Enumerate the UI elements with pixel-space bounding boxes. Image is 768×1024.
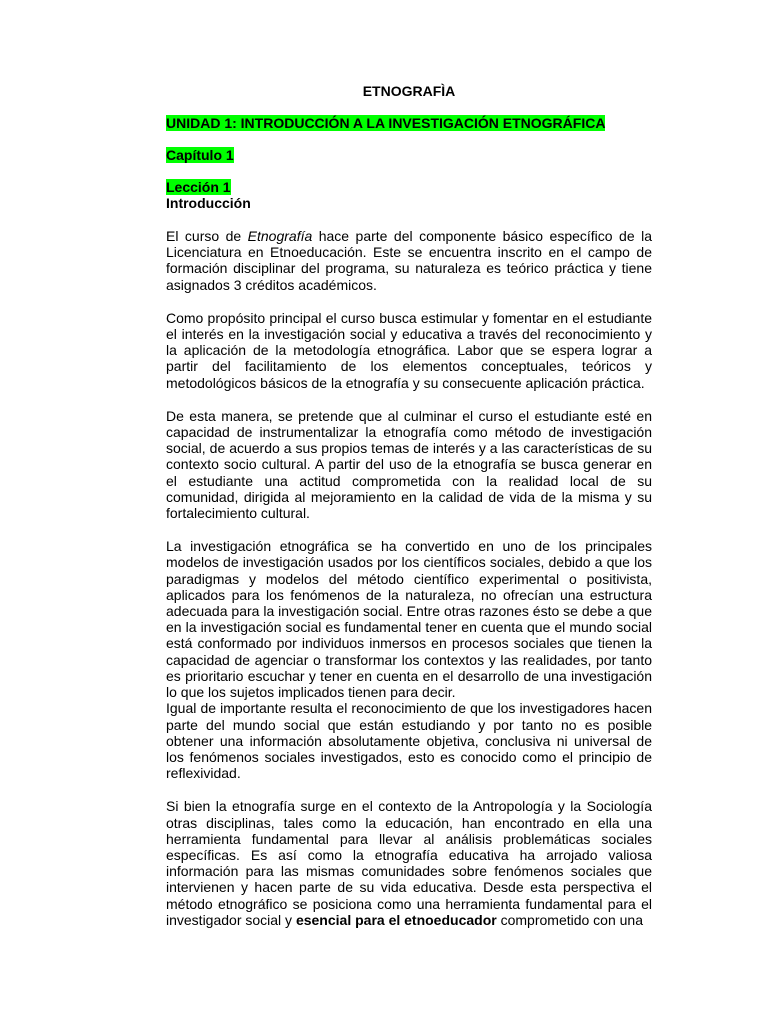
- unit-heading-line: [166, 115, 652, 131]
- paragraph-6-end: comprometido con una: [496, 911, 644, 928]
- paragraph-1: [166, 228, 652, 293]
- paragraph-1-start: El curso de: [166, 228, 248, 245]
- unit-heading: UNIDAD 1: INTRODUCCIÓN A LA INVESTIGACIÓN ETNOGRÁFICA: [166, 115, 606, 132]
- document-content: [166, 83, 652, 928]
- paragraph-5: Igual de importante resulta el reconocimiento de que los investigadores hacen parte del mundo social que están estudiando y por tanto no es posible obtener una información absolutamente objetiva, conclusiva ni universal de los fenómenos sociales investigados, esto es conocido como el principio de reflexividad.: [166, 700, 652, 782]
- paragraph-1-end: hace parte del componente básico específico de la Licenciatura en Etnoeducación. Este se encuentra inscrito en el campo de formación disciplinar del programa, su naturaleza es teórico práctica y tiene asignados 3 créditos académicos.: [166, 228, 652, 293]
- paragraph-3: De esta manera, se pretende que al culminar el curso el estudiante esté en capacidad de instrumentalizar la etnografía como método de investigación social, de acuerdo a sus propios temas de interés y a las características de su contexto socio cultural. A partir del uso de la etnografía se busca generar en el estudiante una actitud comprometida con la realidad local de su comunidad, dirigida al mejoramiento en la calidad de vida de la misma y su fortalecimiento cultural.: [166, 407, 652, 522]
- paragraph-6-bold: esencial para el etnoeducador: [295, 911, 497, 928]
- chapter-heading: Capítulo 1: [166, 147, 234, 164]
- document-title: ETNOGRAFÌA: [362, 83, 456, 99]
- section-title: Introducción: [166, 194, 251, 211]
- chapter-line: [166, 147, 652, 163]
- paragraph-1-italic: Etnografía: [247, 228, 313, 245]
- paragraph-4: La investigación etnográfica se ha convertido en uno de los principales modelos de investigación usados por los científicos sociales, debido a que los paradigmas y modelos del método científico experimental o positivista, aplicados para los fenómenos de la naturaleza, no ofrecían una estructura adecuada para la investigación social. Entre otras razones ésto se debe a que en la investigación social es fundamental tener en cuenta que el mundo social está conformado por individuos inmersos en procesos sociales que tienen la capacidad de agenciar o transformar los contextos y las realidades, por tanto es prioritario escuchar y tener en cuenta en el desarrollo de una investigación lo que los sujetos implicados tienen para decir.: [166, 538, 652, 701]
- lesson-heading: Lección 1: [166, 178, 231, 195]
- paragraph-2: Como propósito principal el curso busca estimular y fomentar en el estudiante el interés en la investigación social y educativa a través del reconocimiento y la aplicación de la metodología etnográfica. Labor que se espera lograr a partir del facilitamiento de los elementos conceptuales, teóricos y metodológicos básicos de la etnografía y su consecuente aplicación práctica.: [166, 309, 652, 391]
- paragraph-6: [166, 798, 652, 928]
- paragraph-6-start: Si bien la etnografía surge en el contexto de la Antropología y la Sociología otras disciplinas, tales como la educación, han encontrado en ella una herramienta fundamental para llevar al análisis problemáticas sociales específicas. Es así como la etnografía educativa ha arrojado valiosa información para las mismas comunidades sobre fenómenos sociales que intervienen y hacen parte de su vida educativa. Desde esta perspectiva el método etnográfico se posiciona como una herramienta fundamental para el investigador social y: [166, 798, 652, 928]
- lesson-line: [166, 179, 652, 195]
